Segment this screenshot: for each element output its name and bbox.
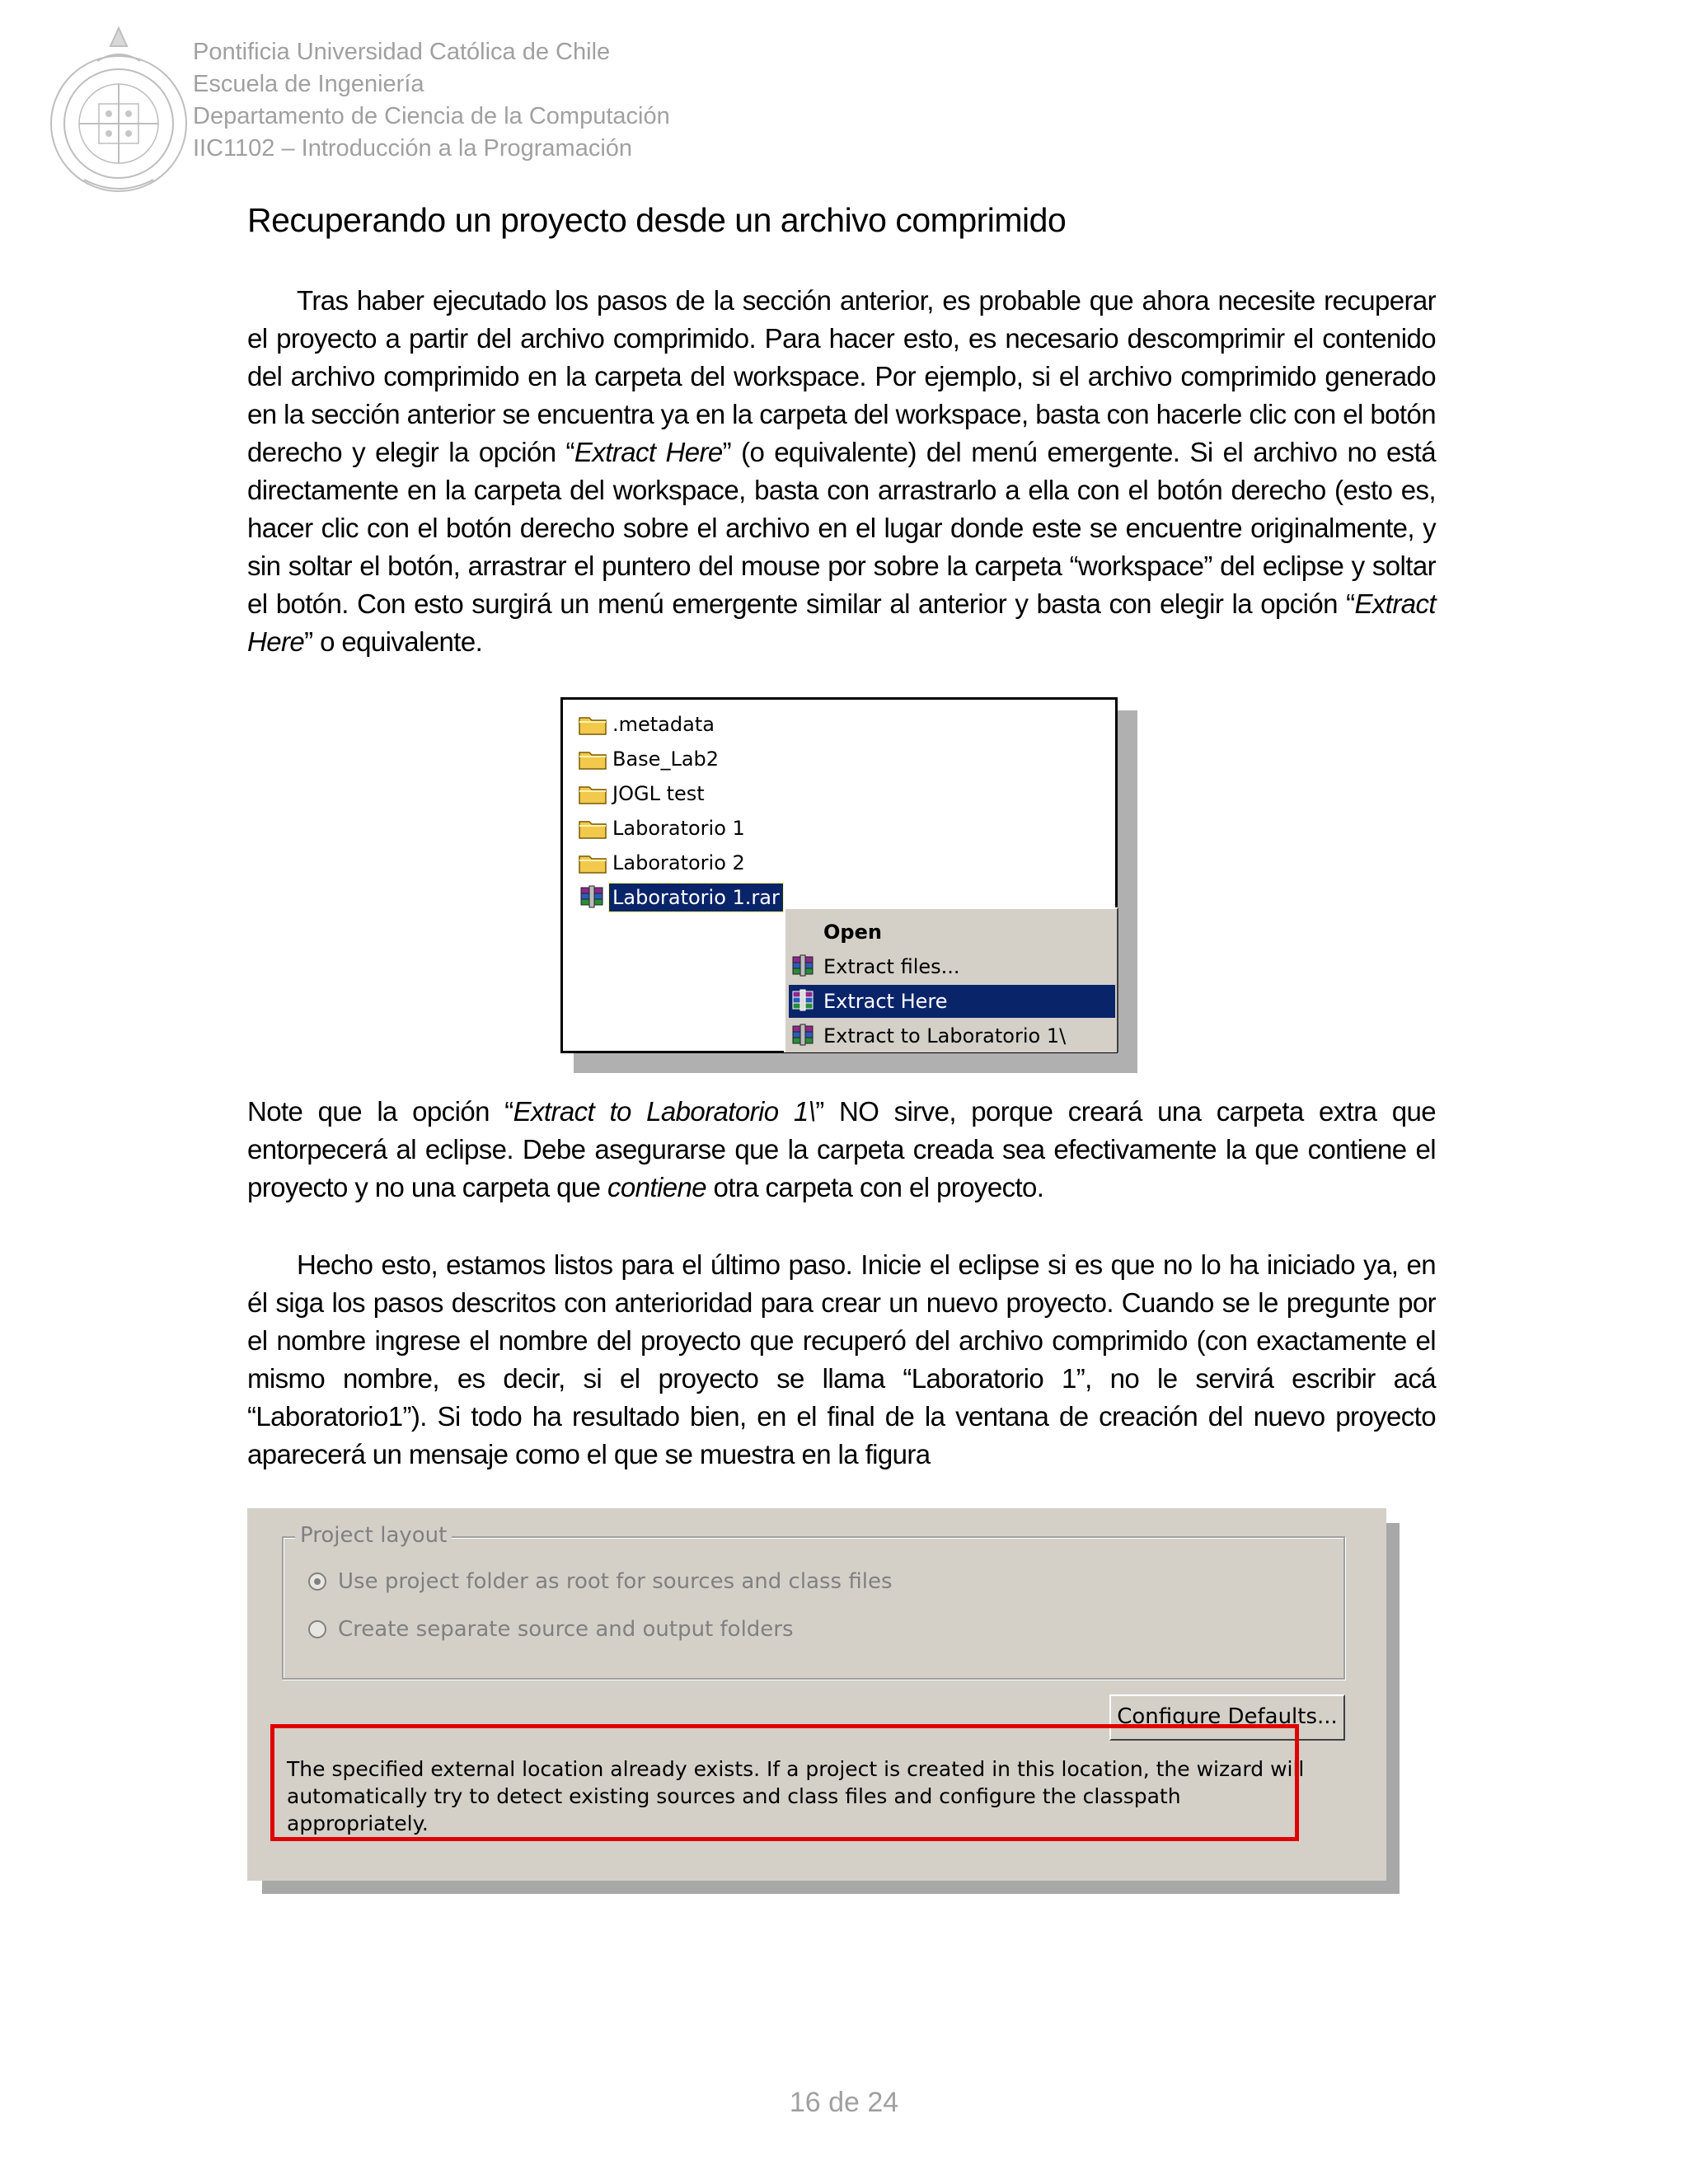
eclipse-new-project-panel — [247, 1508, 1386, 1881]
radio-separate-folders[interactable]: Create separate source and output folders — [308, 1617, 794, 1642]
existing-location-message: The specified external location already exists. If a project is created in this location, the wizard will automatically try to detect existing sources and class files and configure the classpath appropriately. — [287, 1757, 1305, 1835]
rar-archive-icon — [790, 989, 818, 1014]
context-menu — [784, 907, 1118, 1052]
folder-icon — [578, 817, 607, 840]
header-university: Pontificia Universidad Católica de Chile — [193, 39, 611, 65]
paragraph-extract-to-warning: Note que la opción “Extract to Laboratorio 1\” NO sirve, porque creará una carpeta extra que entorpecerá al eclipse. Debe asegurarse que la carpeta creada sea efectivamente la que contiene el proyecto y no una carpeta que contiene otra carpeta con el proyecto. — [247, 1096, 1437, 1202]
folder-icon — [578, 782, 607, 805]
folder-icon — [578, 851, 607, 874]
rar-archive-icon — [578, 884, 607, 911]
paragraph-create-project: Hecho esto, estamos listos para el último paso. Inicie el eclipse si es que no lo ha iniciado ya, en él siga los pasos descritos con anterioridad para crear un nuevo proyecto. Cuando se le pregunte por el nombre ingrese el nombre del proyecto que recuperó del archivo comprimido (con exactamente el mismo nombre, es decir, si el proyecto se llama “Laboratorio 1”, no le servirá escribir acá “Laboratorio1”). Si todo ha resultado bien, en el final de la ventana de creación del nuevo proyecto aparecerá un mensaje como el que se muestra en la figura — [247, 1249, 1436, 1469]
page-number: 16 de 24 — [789, 2087, 899, 2118]
rar-archive-icon — [790, 1024, 818, 1048]
folder-icon — [578, 713, 607, 736]
radio-use-project-folder[interactable]: Use project folder as root for sources and class files — [308, 1569, 893, 1594]
paragraph-extract-instructions: Tras haber ejecutado los pasos de la sección anterior, es probable que ahora necesite recuperar el proyecto a partir del archivo comprimido. Para hacer esto, es necesario descomprimir el contenido del archivo comprimido en la carpeta del workspace. Por ejemplo, si el archivo comprimido generado en la sección anterior se encuentra ya en la carpeta del workspace, basta con hacerle clic con el botón derecho y elegir la opción “Extract Here” (o equivalente) del menú emergente. Si el archivo no está directamente en la carpeta del workspace, basta con arrastrarlo a ella con el botón derecho (esto es, hacer clic con el botón derecho sobre el archivo en el lugar donde este se encuentre originalmente, y sin soltar el botón, arrastrar el puntero del mouse por sobre la carpeta “workspace” del eclipse y soltar el botón. Con esto surgirá un menú emergente similar al anterior y basta con elegir la opción “Extract Here” o equivalente. — [247, 285, 1436, 657]
radio-checked-icon — [308, 1572, 326, 1591]
menu-item-extract-to-laboratorio-1[interactable]: Extract to Laboratorio 1\ — [789, 1019, 1115, 1052]
header-department: Departamento de Ciencia de la Computación — [193, 103, 670, 129]
configure-defaults-button[interactable]: Configure Defaults... — [1109, 1694, 1345, 1741]
folder-icon — [578, 748, 607, 771]
project-layout-group — [282, 1523, 1345, 1680]
explorer-item-metadata[interactable]: .metadata — [578, 708, 718, 741]
header-school: Escuela de Ingeniería — [193, 71, 424, 97]
explorer-item-laboratorio-1-rar[interactable]: Laboratorio 1.rar — [578, 881, 783, 914]
explorer-item-laboratorio-2[interactable]: Laboratorio 2 — [578, 846, 748, 879]
section-title: Recuperando un proyecto desde un archivo comprimido — [247, 201, 1067, 239]
menu-item-extract-here[interactable]: Extract Here — [789, 985, 1115, 1018]
highlight-box — [270, 1724, 1299, 1841]
menu-item-open[interactable]: Open — [823, 921, 882, 944]
explorer-item-base-lab2[interactable]: Base_Lab2 — [578, 743, 722, 776]
header-course: IIC1102 – Introducción a la Programación — [193, 135, 633, 162]
project-layout-legend: Project layout — [295, 1523, 452, 1548]
explorer-item-laboratorio-1[interactable]: Laboratorio 1 — [578, 812, 748, 845]
university-seal-logo — [48, 23, 190, 198]
explorer-item-jogl-test[interactable]: JOGL test — [578, 777, 708, 810]
rar-archive-icon — [790, 954, 818, 979]
institution-header — [193, 36, 670, 165]
menu-item-extract-files[interactable]: Extract files... — [789, 950, 1115, 983]
radio-unchecked-icon — [308, 1620, 326, 1638]
explorer-screenshot — [560, 697, 1118, 1053]
